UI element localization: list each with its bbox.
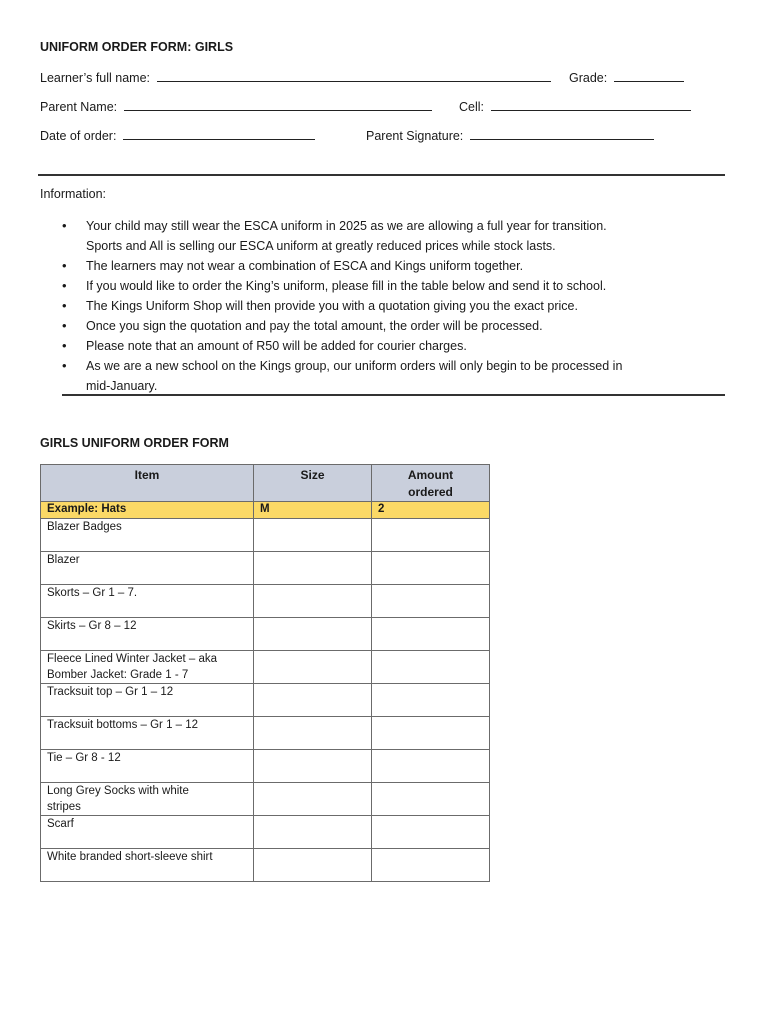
amount-cell[interactable] — [372, 684, 490, 717]
table-row — [41, 651, 490, 684]
size-cell[interactable] — [254, 849, 372, 882]
date-of-order-blank[interactable] — [123, 127, 315, 140]
table-row — [41, 750, 490, 783]
example-amount: 2 — [372, 502, 490, 519]
form-title: UNIFORM ORDER FORM: GIRLS — [40, 40, 234, 54]
size-cell[interactable] — [254, 816, 372, 849]
size-cell[interactable] — [254, 684, 372, 717]
amount-cell[interactable] — [372, 585, 490, 618]
amount-cell[interactable] — [372, 750, 490, 783]
order-table — [40, 464, 490, 882]
table-row — [41, 849, 490, 882]
parent-name-blank[interactable] — [124, 98, 432, 111]
amount-cell[interactable] — [372, 618, 490, 651]
item-name: Tracksuit top – Gr 1 – 12 — [41, 684, 254, 717]
info-item: • If you would like to order the King’s uniform, please fill in the table below and send it to school. — [62, 276, 722, 296]
date-of-order-field[interactable] — [40, 127, 315, 143]
grade-field[interactable] — [569, 69, 684, 85]
column-header-amount: Amount ordered — [372, 465, 490, 502]
amount-cell[interactable] — [372, 849, 490, 882]
example-size: M — [254, 502, 372, 519]
info-item: • Once you sign the quotation and pay the total amount, the order will be processed. — [62, 316, 722, 336]
parent-name-field[interactable] — [40, 98, 432, 114]
size-cell[interactable] — [254, 651, 372, 684]
size-cell[interactable] — [254, 717, 372, 750]
table-row — [41, 585, 490, 618]
info-item: • As we are a new school on the Kings group, our uniform orders will only begin to be processed in mid-January. — [62, 356, 722, 396]
size-cell[interactable] — [254, 783, 372, 816]
item-name: Skorts – Gr 1 – 7. — [41, 585, 254, 618]
learner-name-field[interactable] — [40, 69, 551, 85]
parent-signature-label: Parent Signature: — [366, 129, 464, 143]
info-heading: Information: — [40, 187, 107, 201]
amount-cell[interactable] — [372, 816, 490, 849]
column-header-size: Size — [254, 465, 372, 502]
size-cell[interactable] — [254, 552, 372, 585]
item-name: Skirts – Gr 8 – 12 — [41, 618, 254, 651]
table-row — [41, 717, 490, 750]
parent-name-label: Parent Name: — [40, 100, 118, 114]
info-item: • Your child may still wear the ESCA uniform in 2025 as we are allowing a full year for transition. Sports and All is selling our ESCA uniform at greatly reduced prices while stock lasts. — [62, 216, 722, 256]
table-row — [41, 783, 490, 816]
info-bottom-divider — [62, 394, 725, 396]
grade-label: Grade: — [569, 71, 608, 85]
parent-signature-blank[interactable] — [470, 127, 654, 140]
info-item: • The Kings Uniform Shop will then provide you with a quotation giving you the exact price. — [62, 296, 722, 316]
column-header-item: Item — [41, 465, 254, 502]
item-name: Scarf — [41, 816, 254, 849]
table-row — [41, 552, 490, 585]
top-divider — [38, 174, 725, 176]
size-cell[interactable] — [254, 750, 372, 783]
size-cell[interactable] — [254, 519, 372, 552]
item-name: Blazer Badges — [41, 519, 254, 552]
item-name: White branded short-sleeve shirt — [41, 849, 254, 882]
amount-cell[interactable] — [372, 651, 490, 684]
size-cell[interactable] — [254, 618, 372, 651]
item-name: Tracksuit bottoms – Gr 1 – 12 — [41, 717, 254, 750]
example-row — [41, 502, 490, 519]
item-name: Fleece Lined Winter Jacket – aka Bomber Jacket: Grade 1 - 7 — [41, 651, 254, 684]
info-item: • Please note that an amount of R50 will be added for courier charges. — [62, 336, 722, 356]
amount-cell[interactable] — [372, 717, 490, 750]
info-item: • The learners may not wear a combination of ESCA and Kings uniform together. — [62, 256, 722, 276]
learner-name-label: Learner’s full name: — [40, 71, 151, 85]
table-row — [41, 519, 490, 552]
item-name: Long Grey Socks with white stripes — [41, 783, 254, 816]
cell-blank[interactable] — [491, 98, 691, 111]
item-name: Tie – Gr 8 - 12 — [41, 750, 254, 783]
parent-signature-field[interactable] — [366, 127, 654, 143]
order-table-heading: GIRLS UNIFORM ORDER FORM — [40, 436, 229, 450]
table-row — [41, 684, 490, 717]
cell-label: Cell: — [459, 100, 485, 114]
grade-blank[interactable] — [614, 69, 684, 82]
info-list — [62, 216, 722, 396]
table-row — [41, 618, 490, 651]
amount-cell[interactable] — [372, 783, 490, 816]
date-of-order-label: Date of order: — [40, 129, 117, 143]
example-item: Example: Hats — [41, 502, 254, 519]
size-cell[interactable] — [254, 585, 372, 618]
amount-cell[interactable] — [372, 552, 490, 585]
item-name: Blazer — [41, 552, 254, 585]
amount-cell[interactable] — [372, 519, 490, 552]
learner-name-blank[interactable] — [157, 69, 551, 82]
cell-field[interactable] — [459, 98, 691, 114]
table-row — [41, 816, 490, 849]
